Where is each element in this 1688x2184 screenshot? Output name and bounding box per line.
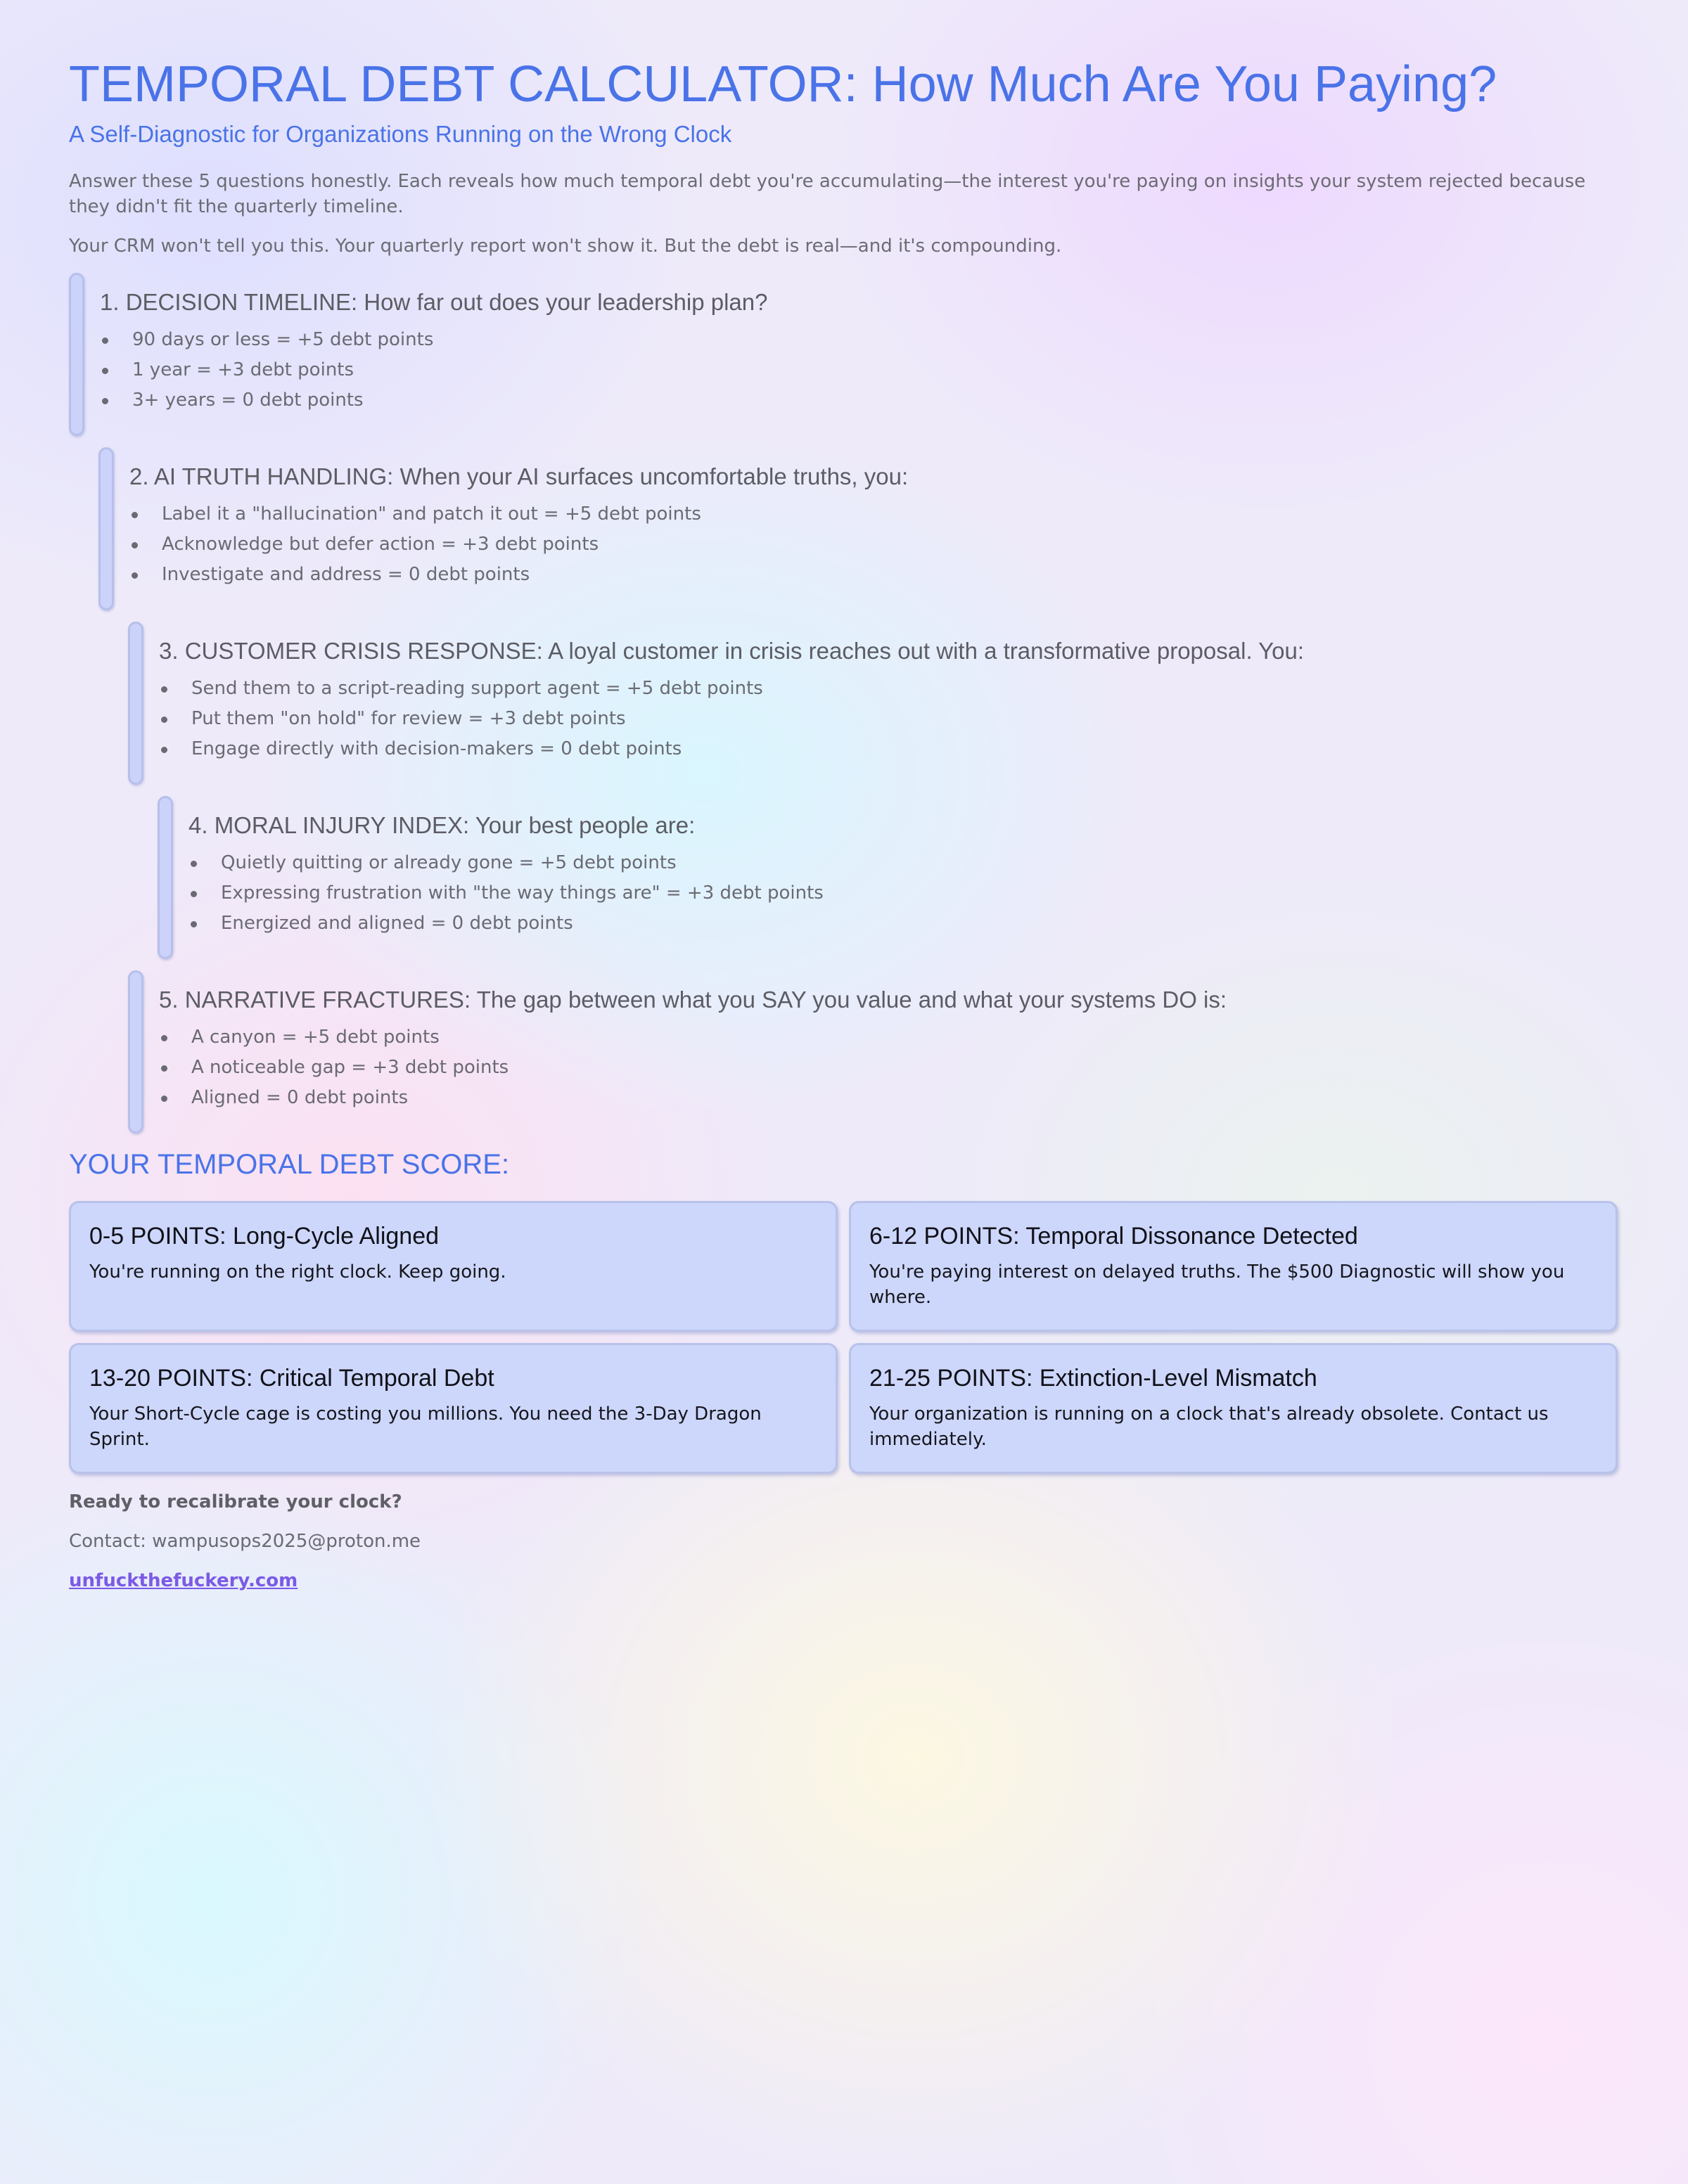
question-heading: 5. NARRATIVE FRACTURES: The gap between what you SAY you value and what your systems DO is:: [159, 987, 1227, 1013]
question-options: [129, 499, 701, 590]
question-heading: 3. CUSTOMER CRISIS RESPONSE: A loyal customer in crisis reaches out with a transformative proposal. You:: [159, 638, 1305, 664]
contact-email: Contact: wampusops2025@proton.me: [69, 1531, 421, 1552]
score-tier-card: [69, 1201, 838, 1332]
option-item: Aligned = 0 debt points: [159, 1083, 509, 1113]
option-item: Label it a "hallucination" and patch it out = +5 debt points: [129, 499, 701, 529]
question-block: [98, 447, 1620, 612]
page-title: TEMPORAL DEBT CALCULATOR: How Much Are You Paying?: [69, 56, 1497, 113]
question-options: [188, 848, 824, 939]
intro-paragraph: Your CRM won't tell you this. Your quarterly report won't show it. But the debt is real—and it's compounding.: [69, 236, 1062, 257]
tier-heading: 13-20 POINTS: Critical Temporal Debt: [89, 1365, 494, 1392]
option-item: Engage directly with decision-makers = 0 debt points: [159, 734, 763, 764]
question-options: [159, 674, 763, 764]
question-options: [159, 1022, 509, 1113]
tier-heading: 21-25 POINTS: Extinction-Level Mismatch: [869, 1365, 1317, 1392]
tier-description: You're paying interest on delayed truths. The $500 Diagnostic will show you where.: [869, 1261, 1565, 1308]
questions-list: [69, 273, 1620, 1135]
call-to-action: Ready to recalibrate your clock?: [69, 1491, 402, 1512]
option-item: 3+ years = 0 debt points: [100, 385, 433, 416]
question-options: [100, 325, 433, 416]
question-block: [158, 796, 1620, 961]
question-block: [69, 273, 1620, 437]
question-accent-bar: [69, 273, 84, 436]
tier-description: Your Short-Cycle cage is costing you millions. You need the 3-Day Dragon Sprint.: [89, 1403, 762, 1450]
intro-paragraph: Answer these 5 questions honestly. Each reveals how much temporal debt you're accumulating—the interest you're paying on insights your system rejected because they didn't fit the quarterly timeline.: [69, 171, 1586, 217]
question-heading: 1. DECISION TIMELINE: How far out does your leadership plan?: [100, 289, 768, 315]
score-tier-grid: [69, 1201, 1620, 1474]
option-item: Expressing frustration with "the way things are" = +3 debt points: [188, 878, 824, 908]
tier-heading: 6-12 POINTS: Temporal Dissonance Detected: [869, 1223, 1358, 1250]
option-item: Quietly quitting or already gone = +5 debt points: [188, 848, 824, 878]
tier-heading: 0-5 POINTS: Long-Cycle Aligned: [89, 1223, 440, 1250]
score-section-title: YOUR TEMPORAL DEBT SCORE:: [69, 1149, 510, 1180]
option-item: Investigate and address = 0 debt points: [129, 560, 701, 590]
option-item: Put them "on hold" for review = +3 debt points: [159, 704, 763, 734]
document-page: [69, 49, 1620, 1593]
question-accent-bar: [158, 796, 173, 959]
option-item: 90 days or less = +5 debt points: [100, 325, 433, 355]
option-item: Send them to a script-reading support agent = +5 debt points: [159, 674, 763, 704]
score-tier-card: [849, 1343, 1618, 1474]
option-item: Acknowledge but defer action = +3 debt points: [129, 529, 701, 560]
option-item: A noticeable gap = +3 debt points: [159, 1053, 509, 1083]
question-accent-bar: [128, 622, 143, 785]
website-link[interactable]: unfuckthefuckery.com: [69, 1570, 298, 1591]
tier-description: You're running on the right clock. Keep going.: [89, 1261, 506, 1283]
score-tier-card: [849, 1201, 1618, 1332]
option-item: Energized and aligned = 0 debt points: [188, 908, 824, 939]
question-heading: 2. AI TRUTH HANDLING: When your AI surfaces uncomfortable truths, you:: [129, 463, 909, 489]
page-subtitle: A Self-Diagnostic for Organizations Running on the Wrong Clock: [69, 121, 732, 147]
tier-description: Your organization is running on a clock that's already obsolete. Contact us immediately.: [869, 1403, 1549, 1450]
option-item: 1 year = +3 debt points: [100, 355, 433, 385]
question-block: [128, 622, 1620, 786]
question-accent-bar: [128, 970, 143, 1133]
score-tier-card: [69, 1343, 838, 1474]
question-block: [128, 970, 1620, 1135]
question-heading: 4. MORAL INJURY INDEX: Your best people are:: [188, 812, 696, 838]
question-accent-bar: [98, 447, 114, 610]
option-item: A canyon = +5 debt points: [159, 1022, 509, 1053]
